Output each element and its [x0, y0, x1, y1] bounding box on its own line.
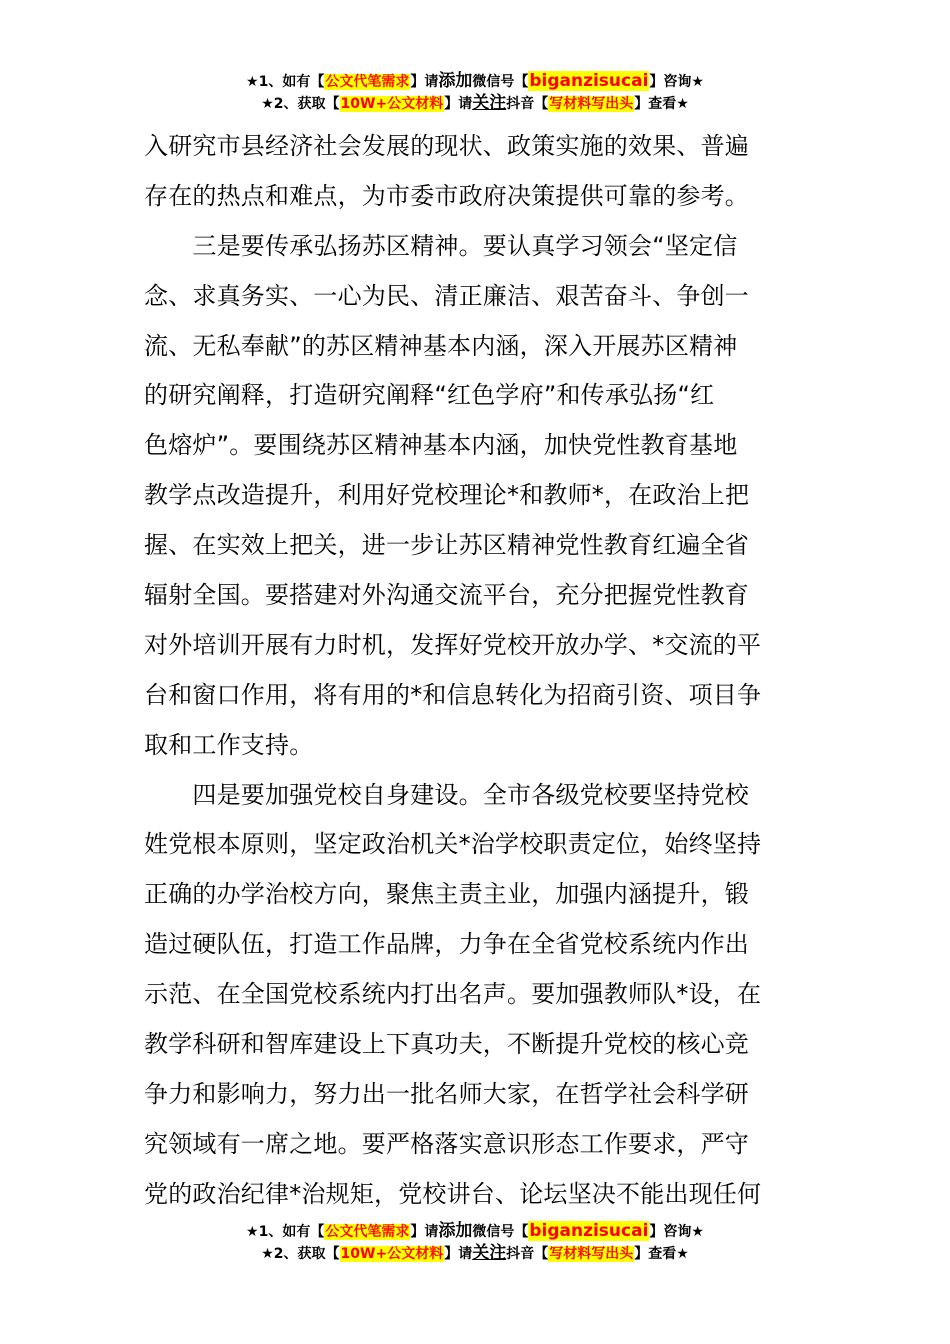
highlight-service: 公文代笔需求	[325, 74, 410, 90]
star-icon: ★	[261, 96, 274, 112]
banner-text: 】查看	[634, 96, 677, 112]
banner-text: 】请	[444, 96, 473, 112]
banner-text: 】查看	[634, 1246, 677, 1262]
star-icon: ★	[246, 1224, 259, 1240]
banner-text: 】请	[410, 1224, 439, 1240]
star-icon: ★	[676, 96, 689, 112]
text-line: 的研究阐释，打造研究阐释“红色学府”和传承弘扬“红	[144, 381, 715, 410]
banner-text: 抖音【	[506, 1246, 549, 1262]
highlight-douyin: 写材料写出头	[549, 1246, 634, 1262]
banner-line-2	[0, 92, 950, 114]
highlight-service: 公文代笔需求	[325, 1224, 410, 1240]
paragraph-start: 四是要加强党校自身建设。全市各级党校要坚持党校	[144, 780, 749, 809]
banner-text: 】咨询	[649, 1224, 692, 1240]
banner-line-1	[0, 1220, 950, 1242]
text-line: 存在的热点和难点，为市委市政府决策提供可靠的参考。	[144, 181, 749, 210]
highlight-materials: 10W+公文材料	[340, 1246, 444, 1262]
star-icon: ★	[246, 74, 259, 90]
text-line: 念、求真务实、一心为民、清正廉洁、艰苦奋斗、争创一	[144, 281, 749, 310]
banner-emphasis: 添加	[438, 1221, 473, 1241]
banner-text: 1、如有【	[258, 74, 325, 90]
banner-text: 抖音【	[506, 96, 549, 112]
banner-text: 】请	[444, 1246, 473, 1262]
banner-text: 微信号【	[472, 74, 529, 90]
banner-text: 】咨询	[649, 74, 692, 90]
header-banner	[0, 70, 950, 114]
banner-line-2	[0, 1242, 950, 1264]
document-body	[144, 122, 808, 1220]
star-icon: ★	[261, 1246, 274, 1262]
highlight-wechat-id: biganzisucai	[529, 1221, 649, 1241]
banner-text: 】请	[410, 74, 439, 90]
text-line: 究领域有一席之地。要严格落实意识形态工作要求，严守	[144, 1129, 749, 1158]
star-icon: ★	[691, 1224, 704, 1240]
text-line: 握、在实效上把关，进一步让苏区精神党性教育红遍全省	[144, 531, 749, 560]
banner-line-1	[0, 70, 950, 92]
star-icon: ★	[691, 74, 704, 90]
highlight-douyin: 写材料写出头	[549, 96, 634, 112]
text-line: 教学科研和智库建设上下真功夫，不断提升党校的核心竞	[144, 1030, 749, 1059]
text-line: 取和工作支持。	[144, 730, 314, 759]
footer-banner	[0, 1220, 950, 1264]
text-line: 党的政治纪律*治规矩，党校讲台、论坛坚决不能出现任何	[144, 1179, 762, 1208]
banner-emphasis: 关注	[472, 93, 507, 113]
banner-text: 2、获取【	[273, 1246, 340, 1262]
text-line: 正确的办学治校方向，聚焦主责主业，加强内涵提升，锻	[144, 880, 749, 909]
text-line: 造过硬队伍，打造工作品牌，力争在全省党校系统内作出	[144, 930, 749, 959]
banner-text: 2、获取【	[273, 96, 340, 112]
text-line: 对外培训开展有力时机，发挥好党校开放办学、*交流的平	[144, 630, 762, 659]
star-icon: ★	[676, 1246, 689, 1262]
banner-emphasis: 添加	[438, 71, 473, 91]
text-line: 辐射全国。要搭建对外沟通交流平台，充分把握党性教育	[144, 581, 749, 610]
text-line: 争力和影响力，努力出一批名师大家，在哲学社会科学研	[144, 1079, 749, 1108]
paragraph-start: 三是要传承弘扬苏区精神。要认真学习领会“坚定信	[144, 231, 738, 260]
text-line: 流、无私奉献”的苏区精神基本内涵，深入开展苏区精神	[144, 331, 738, 360]
highlight-wechat-id: biganzisucai	[529, 71, 649, 91]
text-line: 入研究市县经济社会发展的现状、政策实施的效果、普遍	[144, 132, 749, 160]
text-line: 教学点改造提升，利用好党校理论*和教师*，在政治上把	[144, 481, 750, 510]
banner-text: 1、如有【	[258, 1224, 325, 1240]
banner-emphasis: 关注	[472, 1243, 507, 1263]
text-line: 台和窗口作用，将有用的*和信息转化为招商引资、项目争	[144, 680, 762, 709]
text-line: 色熔炉”。要围绕苏区精神基本内涵，加快党性教育基地	[144, 431, 738, 460]
text-line: 姓党根本原则，坚定政治机关*治学校职责定位，始终坚持	[144, 830, 762, 859]
highlight-materials: 10W+公文材料	[340, 96, 444, 112]
text-line: 示范、在全国党校系统内打出名声。要加强教师队*设，在	[144, 980, 762, 1009]
banner-text: 微信号【	[472, 1224, 529, 1240]
